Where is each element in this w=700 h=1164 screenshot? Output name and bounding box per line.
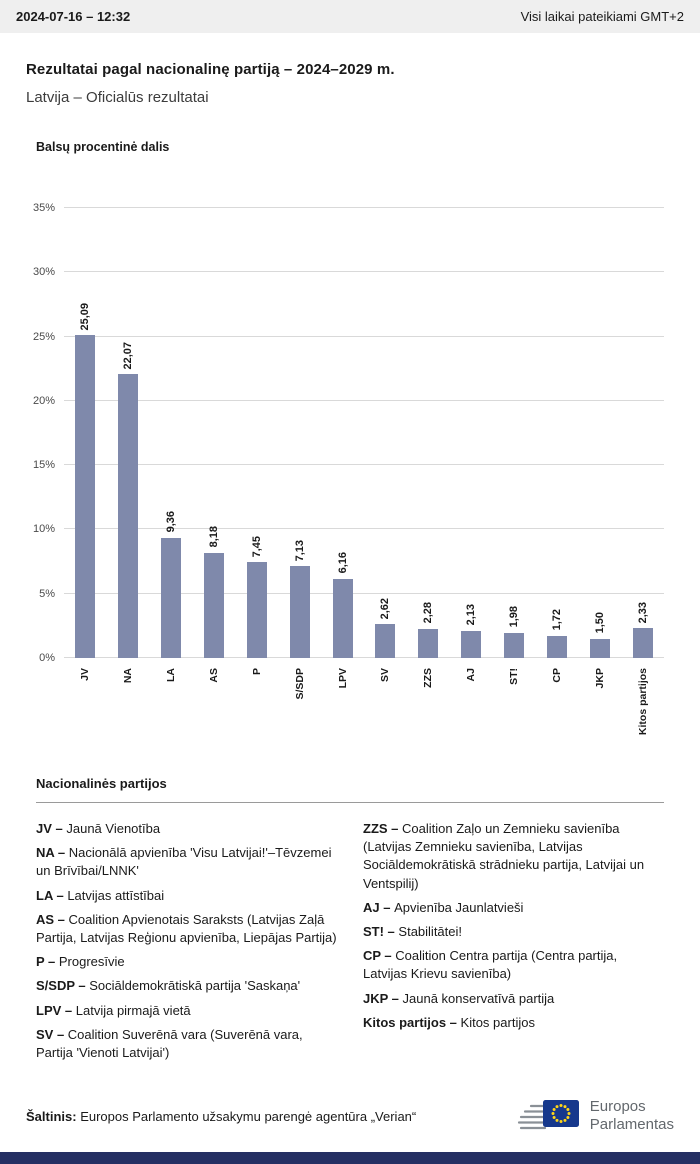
- party-name: Latvija pirmajā vietā: [75, 1002, 191, 1018]
- party-abbr: AJ –: [363, 899, 395, 915]
- x-axis-label: LPV: [336, 668, 349, 689]
- gridline: [64, 271, 664, 272]
- party-abbr: ZZS –: [363, 821, 403, 836]
- legend-item: [36, 820, 337, 838]
- party-abbr: AS –: [36, 911, 69, 927]
- x-axis-label: SV: [379, 668, 392, 683]
- gridline: [64, 657, 664, 658]
- y-axis-tick-label: 25%: [32, 330, 55, 343]
- party-abbr: LA –: [36, 887, 68, 903]
- legend-item: [363, 820, 664, 893]
- page-title: Rezultatai pagal nacionalinę partiją – 2024–2029 m.: [26, 61, 395, 78]
- bar-chart: [0, 140, 700, 736]
- party-abbr: ST! –: [363, 923, 399, 939]
- ep-hemicycle-flag-icon: [515, 1094, 581, 1138]
- legend-item: [36, 911, 337, 947]
- party-name: Coalition Apvienotais Saraksts (Latvijas Zaļā Partija, Latvijas Reģionu apvienība, Liepājas Partija): [36, 911, 337, 945]
- bar: [204, 553, 224, 658]
- bar-value-label: 7,45: [250, 535, 263, 558]
- bar: [461, 631, 481, 658]
- x-axis-label: JV: [79, 668, 92, 681]
- legend-section-title: Nacionalinės partijos: [36, 776, 664, 803]
- party-abbr: S/SDP –: [36, 978, 90, 994]
- x-axis-label: ST!: [508, 668, 520, 685]
- bar-value-label: 1,50: [593, 612, 606, 634]
- legend-item: [363, 1014, 664, 1032]
- bar-value-label: 22,07: [122, 341, 135, 370]
- ep-logo: [515, 1094, 674, 1138]
- ep-logo-text: [590, 1098, 674, 1134]
- bar: [547, 636, 567, 658]
- party-name: Jaunā Vienotība: [66, 821, 161, 836]
- bar-value-label: 1,98: [508, 606, 520, 628]
- x-axis-label: NA: [122, 668, 135, 684]
- party-name: Apvienība Jaunlatvieši: [394, 899, 524, 915]
- y-axis-tick-label: 35%: [32, 202, 55, 214]
- legend-item: [36, 953, 337, 971]
- party-name: Sociāldemokrātiskā partija 'Saskaņa': [89, 978, 301, 994]
- party-abbr: P –: [36, 954, 59, 970]
- bar-value-label: 1,72: [550, 609, 563, 631]
- x-axis-label: ZZS: [422, 668, 435, 688]
- gridline: [64, 528, 664, 529]
- bar-value-label: 2,33: [636, 601, 649, 624]
- bar: [333, 579, 353, 658]
- source-note: [26, 1109, 416, 1124]
- bar-value-label: 8,18: [208, 526, 220, 548]
- gridline: [64, 207, 664, 208]
- bar: [247, 562, 267, 658]
- party-abbr: JV –: [36, 821, 67, 836]
- bar: [633, 628, 653, 658]
- party-name: Kitos partijos: [460, 1014, 535, 1030]
- legend-item: [36, 977, 337, 995]
- legend-item: [36, 887, 337, 905]
- gridline: [64, 464, 664, 465]
- x-axis-label: P: [250, 668, 263, 676]
- party-legend-section: [0, 776, 700, 1068]
- y-axis-tick-label: 5%: [39, 587, 55, 600]
- page-subtitle: Latvija – Oficialūs rezultatai: [26, 89, 209, 106]
- legend-right-column: [363, 820, 664, 1068]
- report-datetime: 2024-07-16 – 12:32: [16, 9, 131, 24]
- party-abbr: NA –: [36, 845, 69, 861]
- party-abbr: CP –: [363, 948, 396, 964]
- bar-value-label: 2,62: [379, 597, 392, 620]
- party-name: Stabilitātei!: [398, 923, 462, 939]
- ep-logo-line2: Parlamentas: [589, 1116, 674, 1134]
- title-block: [0, 33, 700, 106]
- bar-value-label: 2,13: [465, 604, 478, 626]
- ep-logo-line1: Europos: [589, 1098, 646, 1116]
- party-name: Nacionālā apvienība 'Visu Latvijai!'–Tēvzemei un Brīvībai/LNNK': [36, 845, 332, 879]
- gridline: [64, 593, 664, 594]
- x-axis-label: AS: [208, 668, 220, 683]
- bar: [375, 624, 395, 658]
- party-abbr: Kitos partijos –: [363, 1014, 461, 1030]
- y-axis-tick-label: 15%: [32, 459, 55, 472]
- legend-item: [36, 1026, 337, 1062]
- x-axis-label: LA: [165, 668, 178, 682]
- bar-value-label: 7,13: [293, 539, 306, 562]
- bottom-bar: [0, 1152, 700, 1164]
- bar-value-label: 2,28: [422, 602, 435, 624]
- bar: [290, 566, 310, 658]
- y-axis-tick-label: 30%: [32, 266, 55, 279]
- timezone-note: Visi laikai pateikiami GMT+2: [520, 9, 684, 24]
- party-name: Jaunā konservatīvā partija: [402, 990, 555, 1006]
- legend-left-column: [36, 820, 337, 1068]
- bar: [75, 335, 95, 658]
- party-name: Coalition Centra partija (Centra partija, Latvijas Krievu savienība): [363, 948, 618, 982]
- bar-value-label: 9,36: [165, 511, 178, 533]
- y-axis-tick-label: 20%: [32, 394, 55, 407]
- chart-section-title: Balsų procentinė dalis: [36, 140, 170, 154]
- bar: [161, 538, 181, 658]
- bar-value-label: 25,09: [79, 302, 92, 331]
- bar: [504, 633, 524, 658]
- bar: [418, 629, 438, 658]
- y-axis-tick-label: 0%: [39, 652, 55, 664]
- party-abbr: LPV –: [36, 1002, 76, 1018]
- top-bar: [0, 0, 700, 33]
- legend-item: [36, 1002, 337, 1020]
- party-abbr: SV –: [36, 1026, 68, 1042]
- source-text: Europos Parlamento užsakymu parengė agentūra „Verian“: [80, 1108, 417, 1124]
- x-axis-label: JKP: [593, 668, 606, 689]
- legend-item: [363, 923, 664, 941]
- legend-item: [36, 844, 337, 880]
- x-axis-label: Kitos partijos: [636, 668, 649, 736]
- bar: [590, 639, 610, 658]
- legend-item: [363, 947, 664, 983]
- party-name: Progresīvie: [58, 954, 125, 970]
- bar-value-label: 6,16: [336, 552, 349, 574]
- y-axis-tick-label: 10%: [32, 523, 55, 536]
- legend-item: [363, 899, 664, 917]
- legend-columns: [36, 820, 664, 1068]
- gridline: [64, 336, 664, 337]
- party-name: Coalition Zaļo un Zemnieku savienība (Latvijas Zemnieku savienība, Latvijas Sociāldemokrātiskā strādnieku partija, Latvijai un Ventspilij): [363, 821, 645, 891]
- chart-plot: [32, 202, 664, 736]
- x-axis-label: S/SDP: [293, 668, 306, 700]
- x-axis-label: CP: [550, 668, 563, 683]
- legend-item: [363, 990, 664, 1008]
- party-abbr: JKP –: [363, 990, 403, 1006]
- gridline: [64, 400, 664, 401]
- source-label: Šaltinis:: [26, 1108, 77, 1124]
- footer: [0, 1094, 700, 1138]
- x-axis-label: AJ: [465, 668, 478, 682]
- bar: [118, 374, 138, 658]
- party-name: Coalition Suverēnā vara (Suverēnā vara, Partija 'Vienoti Latvijai'): [36, 1026, 303, 1060]
- party-name: Latvijas attīstībai: [67, 887, 165, 903]
